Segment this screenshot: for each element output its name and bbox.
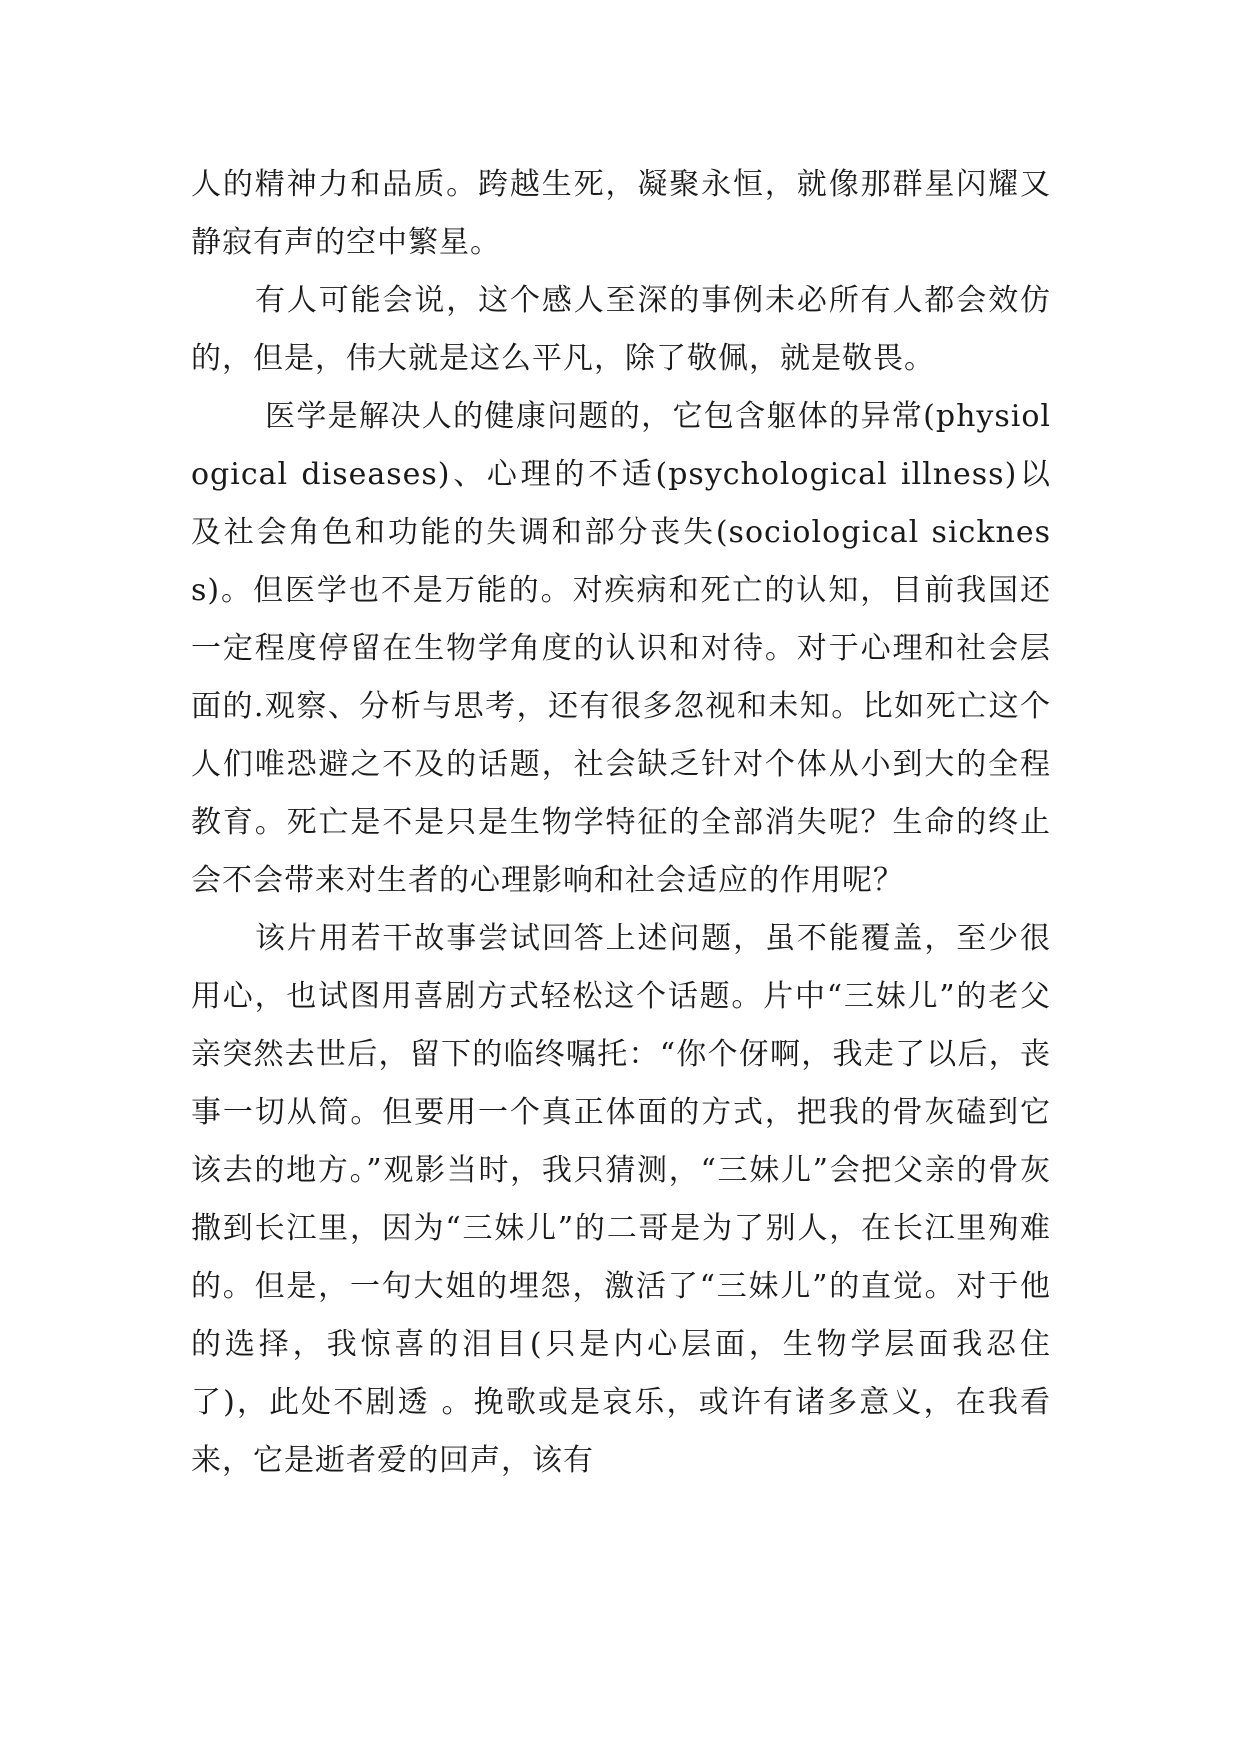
document-body (191, 156, 1051, 1490)
paragraph-4: 该片用若干故事尝试回答上述问题，虽不能覆盖，至少很用心，也试图用喜剧方式轻松这个话题。片中“三妹儿”的老父亲突然去世后，留下的临终嘱托：“你个伢啊，我走了以后，丧事一切从简。但要用一个真正体面的方式，把我的骨灰磕到它该去的地方。”观影当时，我只猜测，“三妹儿”会把父亲的骨灰撒到长江里，因为“三妹儿”的二哥是为了别人，在长江里殉难的。但是，一句大姐的埋怨，激活了“三妹儿”的直觉。对于他的选择，我惊喜的泪目(只是内心层面，生物学层面我忍住了)，此处不剧透 。挽歌或是哀乐，或许有诸多意义，在我看来，它是逝者爱的回声，该有 (191, 921, 1051, 1478)
paragraph-2: 有人可能会说，这个感人至深的事例未必所有人都会效仿的，但是，伟大就是这么平凡，除了敬佩，就是敬畏。 (191, 283, 1051, 376)
paragraph-3: 医学是解决人的健康问题的，它包含躯体的异常(physiological diseases)、心理的不适(psychological illness)以及社会角色和功能的失调和部分丧失(sociological sickness)。但医学也不是万能的。对疾病和死亡的认知，目前我国还一定程度停留在生物学角度的认识和对待。对于心理和社会层面的.观察、分析与思考，还有很多忽视和未知。比如死亡这个人们唯恐避之不及的话题，社会缺乏针对个体从小到大的全程教育。死亡是不是只是生物学特征的全部消失呢？生命的终止会不会带来对生者的心理影响和社会适应的作用呢？ (191, 399, 1051, 898)
paragraph-1: 人的精神力和品质。跨越生死，凝聚永恒，就像那群星闪耀又静寂有声的空中繁星。 (191, 167, 1051, 260)
